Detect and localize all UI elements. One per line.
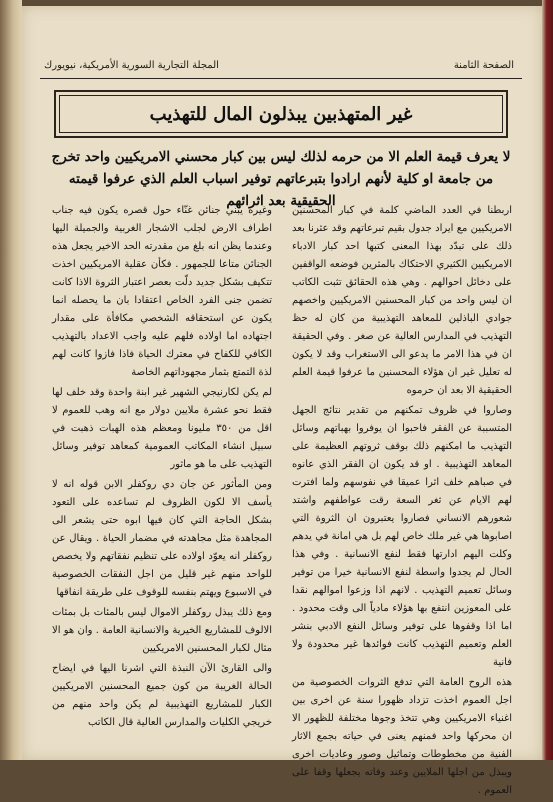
adjacent-page-edge	[0, 0, 22, 760]
paragraph: لم يكن لكارنيجي الشهير غير ابنة واحدة وقد خلف لها فقط نحو عشرة ملايين دولار مع انه وهب للعموم لا اقل من ٣٥٠ مليونا ومعظم هذه الهبات ذهبت في سبيل انشاء المكاتب العمومية كمعاهد توفير وسائل التهذيب على ما هو ماثور	[52, 387, 272, 470]
header-divider	[40, 78, 522, 79]
paragraph: ومن المأثور عن جان دي روكفلر الابن قوله انه لا يأسف الا لكون الظروف لم تساعده على التعود بشكل الحاجة التي كان فيها ابوه حتى يشعر الى المجاهدة مثل مجاهدته في مضمار الحياة . ويقال عن روكفلر انه يعوّد اولاده على تنظيم نفقاتهم ولا يخصص للواحد منهم غير قليل من اجل النفقات الخصوصية في الاسبوع ويهتم بنفسه للوقوف على طريقة انفاقها	[52, 479, 272, 598]
paragraph: وصاروا في ظروف تمكنهم من تقدير نتائج الجهل المتسببة عن الفقر فاحبوا ان يوفروا بهباتهم وسائل التهذيب ما امكنهم ذلك بوقف ثروتهم العظيمة على المعاهد التهذيبية . او قد يكون ان الفقر الذي عانوه في صباهم خلف اثرا عميقا في نفوسهم ولما افترت لهم الايام عن ثغر السعة رقت عواطفهم واشتد شعورهم الانساني فصاروا يعتبرون ان الثروة التي اصابوها هي غير ملك خاص لهم بل هي امانة في يدهم وكلت اليهم ادارتها فقط لنفع الانسانية . وفي هذا الحال لم يجدوا واسطة لنفع الانسانية خيرا من توفير وسائل تعميم التهذيب . لانهم اذا وزعوا اموالهم نقدا على المعوزين انتفع بها هؤلاء مادياً الى وقت محدود . اما اذا وقفوها على توفير وسائل النفع الادبي بنشر العلم وتعميم التهذيب كانت فوائدها غير محدودة ولا فانية	[292, 405, 512, 668]
title-frame	[54, 90, 508, 138]
running-header	[36, 54, 526, 78]
book-spine-edge	[542, 0, 553, 760]
paragraph: ومع ذلك يبذل روكفلر الاموال ليس بالمئات بل بمئات الالوف للمشاريع الخيرية والانسانية العامة . وان هو الا مثال لكبار المحسنين الامريكيين	[52, 607, 272, 654]
right-column	[292, 202, 512, 802]
left-column	[52, 202, 272, 734]
paragraph: والى القارئ الآن النبذة التي اشرنا اليها في ايضاح الحالة الغريبة من كون جميع المحسنين الامريكيين الكبار للمشاريع التهذيبية لم يكن واحد منهم من خريجي الكليات والمدارس العالية قال الكاتب	[52, 663, 272, 728]
page-number-label: الصفحة الثامنة	[453, 60, 514, 71]
paragraph: هذه الروح العامة التي تدفع الثروات الخصوصية من اجل العموم اخذت تزداد ظهورا سنة عن اخرى بين اغنياء الامريكيين وهي تتخذ وجوها مختلفة للظهور الا ان محركها واحد فمنهم يعنى في حياته بجمع الاثار الفنية من مخطوطات وتماثيل وصور وعاديات اخرى ويبذل من اجلها الملايين وعند وفاته يجعلها وقفا على العموم .	[292, 677, 512, 796]
journal-name: المجلة التجارية السورية الأمريكية، نيويورك	[44, 60, 219, 71]
scanned-page	[22, 6, 542, 796]
article-title: غير المتهذبين يبذلون المال للتهذيب	[149, 103, 413, 125]
paragraph: وغيره يبني جنائن غنّاء حول قصره يكون فيه جناب اطراف الارض لجلب الاشجار الغربية والجميلة اليها وعندما يظن انه بلغ من مقدرته الحد الاخير يجعل هذه الجنائن متاعا للجمهور . فكأن عقلية الامريكيين اخذت تتكيف بشكل جديد دلّت بعصر اعتبار الثروة الاذا كانت تضمن جنى الفرد الخاص اعتقادا بان ما يحصله انما يكون عن استحقاقه الشخصي مكافأة على مقدار اجتهاده اما اولاده فلهم عليه واجب الاعداد بالتهذيب الكافي للكفاح في معترك الحياة فاذا فازوا كانت لهم لذة التمتع بثمار مجهوداتهم الخاصة	[52, 205, 272, 378]
article-subtitle: لا يعرف قيمة العلم الا من حرمه لذلك ليس بين كبار محسني الامريكيين واحد تخرج من جامعة او كلية لأنهم ارادوا بتبرعاتهم توفير اسباب العلم الذي عرفوا قيمته الحقيقية بعد اثرائهم	[51, 149, 511, 209]
paragraph: اربطنا في العدد الماضي كلمة في كبار المحسنين الامريكيين مع ايراد جدول بقيم تبرعاتهم وقد عثرنا بعد ذلك على تبدّد بهذا المعنى كتبها احد كبار الادباء الامريكيين الكثيري الاحتكاك بالمثرين فوضعه الواقفين على دخائل احوالهم . وهي هذه الحقائق تثبت الكاتب ان ليس واحد من كبار المحسنين الامريكيين واخصهم جوادي الباذلين للمعاهد التهذيبية من كان له حظ التهذيب في المدارس العالية عن صغر . وفي الحقيقة ان في هذا الامر ما يدعو الى الاستغراب وقد لا يكون له تعليل غير ان هؤلاء المحسنين ما عرفوا قيمة العلم الحقيقية الا بعد ان حرموه	[292, 205, 512, 396]
title-frame-inner	[59, 95, 503, 133]
